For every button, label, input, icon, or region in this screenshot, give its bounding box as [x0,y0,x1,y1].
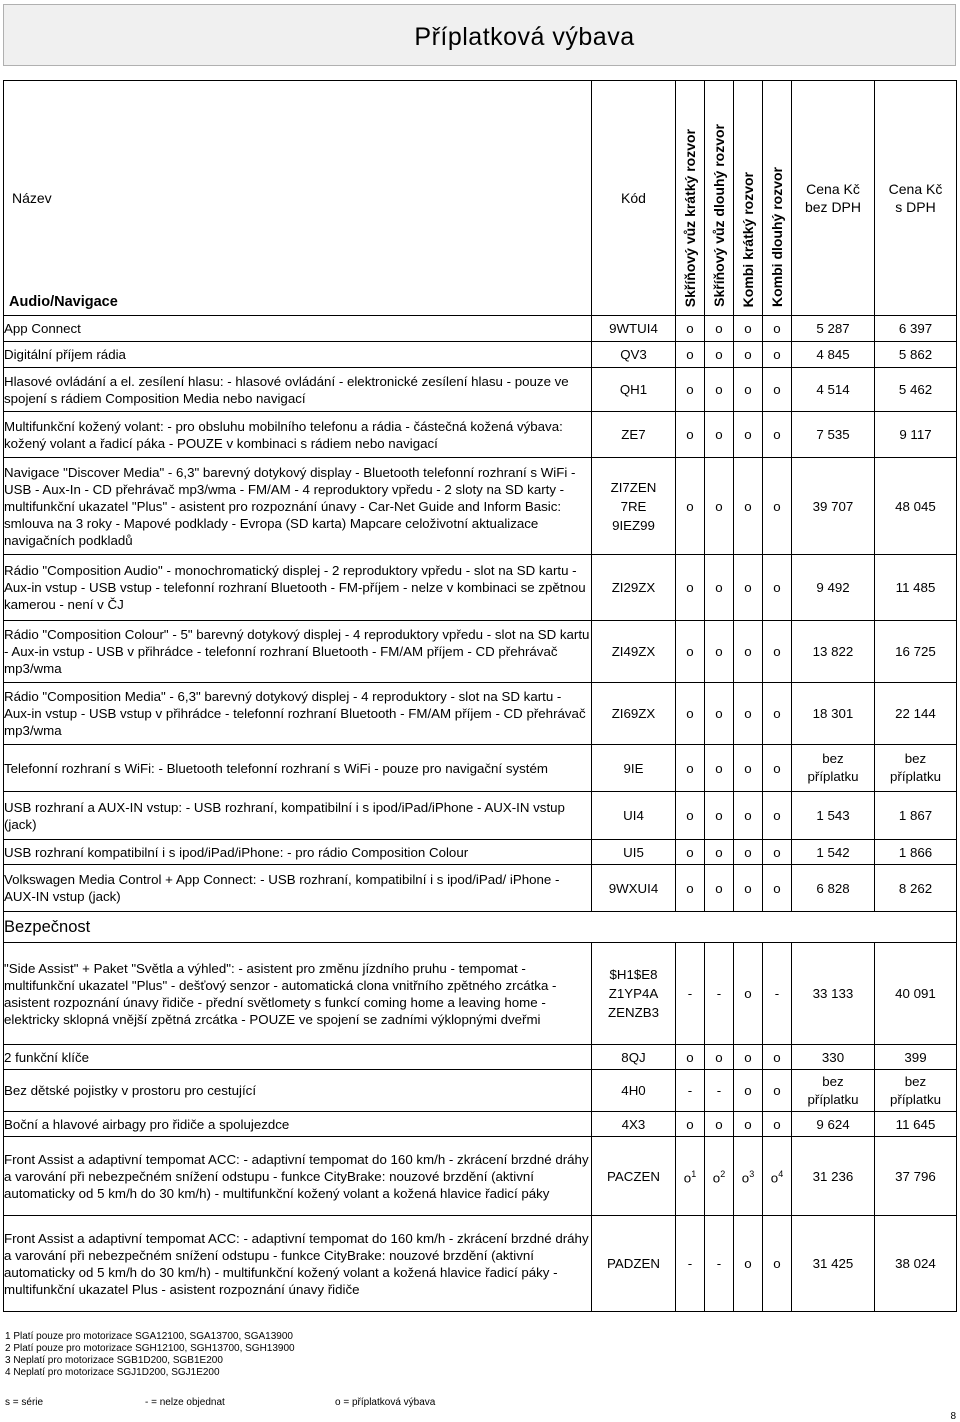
table-row [4,840,957,865]
footnote-line: 2 Platí pouze pro motorizace SGH12100, SGH13700, SGH13900 [5,1343,295,1354]
price-gross: 16 725 [875,621,957,683]
footnote-ref: 2 [720,1168,726,1179]
flag-value: o [744,498,752,514]
flag-value: o [773,427,781,442]
page-number: 8 [950,1411,956,1422]
availability-flag [734,342,763,368]
availability-flag [763,1137,792,1216]
header-variant: Kombi krátký rozvor [734,81,763,316]
item-code [592,1216,676,1312]
item-code [592,745,676,792]
price-net: 18 301 [792,683,875,745]
flag-value: o [683,1170,692,1186]
availability-flag [705,458,734,555]
availability-flag [763,412,792,458]
availability-flag [763,943,792,1045]
availability-flag [763,840,792,865]
item-code [592,1070,676,1112]
item-code-line: $H1$E8 [609,967,658,982]
flag-value: o [686,808,694,823]
flag-value: o [773,1083,781,1098]
availability-flag [734,943,763,1045]
price-net: 7 535 [792,412,875,458]
availability-flag [734,840,763,865]
item-code [592,555,676,621]
item-name: Hlasové ovládání a el. zesílení hlasu: - hlasové ovládání - elektronické zesílení hlasu - pouze ve spojení s rádiem Composition Media nebo navigací [4,368,592,412]
price-net: 33 133 [792,943,875,1045]
table-row [4,1216,957,1312]
availability-flag [676,683,705,745]
flag-value: o [686,880,694,896]
availability-flag [763,683,792,745]
price-gross: 48 045 [875,458,957,555]
header-variant: Kombi dlouhý rozvor [763,81,792,316]
flag-value: o [773,1049,781,1065]
availability-flag [705,683,734,745]
availability-flag [705,792,734,840]
price-gross: 5 862 [875,342,957,368]
item-code-line: PACZEN [607,1168,660,1184]
flag-value: o [686,760,694,776]
flag-value: o [744,880,752,896]
item-code-line: 9IE [623,760,644,776]
group-title: Bezpečnost [4,912,957,943]
flag-value: - [716,1083,722,1098]
price-net: 6 828 [792,865,875,912]
availability-flag [763,792,792,840]
availability-flag [676,1137,705,1216]
price-net: 4 845 [792,342,875,368]
availability-flag [705,1137,734,1216]
availability-flag [676,621,705,683]
availability-flag [676,745,705,792]
footnote-line: 1 Platí pouze pro motorizace SGA12100, SGA13700, SGA13900 [5,1331,293,1342]
flag-value: o [686,580,694,595]
flag-value: o [715,498,723,514]
item-code-line: QH1 [619,382,648,397]
flag-value: o [715,1049,723,1065]
availability-flag [705,745,734,792]
price-net: bez příplatku [792,745,875,792]
item-code-line: Z1YP4A [608,986,659,1001]
item-code-line: UI4 [623,808,644,823]
table-row [4,342,957,368]
legend-priplatek: o = příplatková výbava [335,1397,436,1408]
item-code [592,621,676,683]
item-code-line: 9WTUI4 [609,321,658,336]
price-gross: bez příplatku [875,1070,957,1112]
flag-value: o [686,498,694,514]
header-code: Kód [592,81,676,316]
item-code-line: 4X3 [621,1116,646,1132]
flag-value: o [773,844,781,860]
item-code-line: ZI69ZX [611,706,656,721]
price-gross: 11 645 [875,1112,957,1137]
flag-value: o [715,760,723,776]
flag-value: o [715,1116,723,1132]
footnote-line: 4 Neplatí pro motorizace SGJ1D200, SGJ1E200 [5,1367,220,1378]
footnote-ref: 4 [778,1168,784,1179]
availability-flag [705,840,734,865]
price-table [3,80,957,1312]
availability-flag [676,792,705,840]
availability-flag [734,865,763,912]
flag-value: o [715,382,723,397]
flag-value: - [687,1083,693,1098]
item-name: Rádio "Composition Media" - 6,3" barevný dotykový displej - 4 reproduktory - slot na SD kartu - Aux-in vstup - USB vstup v přihrádce - telefonní rozhraní Bluetooth - FM/AM příjem - CD přehrávač mp3/wma [4,683,592,745]
price-net: 39 707 [792,458,875,555]
availability-flag [734,745,763,792]
flag-value: o [773,347,781,362]
flag-value: o [715,427,723,442]
flag-value: o [715,321,723,336]
item-name: Boční a hlavové airbagy pro řidiče a spolujezdce [4,1112,592,1137]
table-header-row [4,81,957,316]
availability-flag [734,1045,763,1070]
flag-value: o [744,382,752,397]
flag-value: o [773,498,781,514]
flag-value: o [686,706,694,721]
header-variant: Skříňový vůz dlouhý rozvor [705,81,734,316]
flag-value: o [744,808,752,823]
item-name: USB rozhraní a AUX-IN vstup: - USB rozhraní, kompatibilní i s ipod/iPad/iPhone - AUX-IN vstup (jack) [4,792,592,840]
header-price-net: Cena Kč bez DPH [792,81,875,316]
availability-flag [763,745,792,792]
price-gross: 8 262 [875,865,957,912]
availability-flag [763,1112,792,1137]
header-price-gross: Cena Kč s DPH [875,81,957,316]
header-variant: Skříňový vůz krátký rozvor [676,81,705,316]
item-code [592,342,676,368]
flag-value: o [686,1049,694,1065]
item-code-line: QV3 [620,347,647,362]
table-row [4,316,957,342]
table-row [4,943,957,1045]
price-net: 5 287 [792,316,875,342]
table-row [4,555,957,621]
table-row [4,1070,957,1112]
availability-flag [705,1070,734,1112]
price-gross: 399 [875,1045,957,1070]
flag-value: - [716,1256,722,1271]
price-gross: bez příplatku [875,745,957,792]
availability-flag [676,368,705,412]
header-name: Název Audio/Navigace [4,81,592,316]
item-code [592,1112,676,1137]
flag-value: o [744,321,752,336]
item-name: Navigace "Discover Media" - 6,3" barevný dotykový display - Bluetooth telefonní rozhraní s WiFi - USB - Aux-In - CD přehrávač mp3/wma - FM/AM - 4 reproduktory vpředu - 2 sloty na SD karty - multifunkční ukazatel "Plus" - asistent pro rozpoznání únavy - Car-Net Guide and Inform Basic: smlouva na 3 roky - Mapové podklady - Evropa (SD karta) Mapcare celoživotní aktualizace navigačních podkladů [4,458,592,555]
flag-value: o [744,1049,752,1065]
availability-flag [763,458,792,555]
flag-value: o [770,1170,779,1186]
availability-flag [734,1112,763,1137]
group-title-audio: Audio/Navigace [9,294,118,310]
price-net: 9 492 [792,555,875,621]
availability-flag [676,865,705,912]
group-row [4,912,957,943]
flag-value: o [744,760,752,776]
availability-flag [705,943,734,1045]
flag-value: o [744,986,752,1001]
availability-flag [734,1137,763,1216]
availability-flag [676,840,705,865]
item-name: 2 funkční klíče [4,1045,592,1070]
footnote-ref: 1 [691,1168,697,1179]
availability-flag [763,555,792,621]
availability-flag [676,458,705,555]
flag-value: o [773,580,781,595]
item-code-line: UI5 [623,844,644,860]
flag-value: o [686,427,694,442]
item-code [592,1045,676,1070]
page-title: Příplatková výbava [414,23,635,51]
flag-value: o [686,844,694,860]
table-row [4,621,957,683]
availability-flag [676,412,705,458]
availability-flag [763,316,792,342]
availability-flag [734,1070,763,1112]
price-gross: 6 397 [875,316,957,342]
price-net: 31 425 [792,1216,875,1312]
availability-flag [734,368,763,412]
item-code-line: 9IEZ99 [612,517,655,533]
price-gross: 11 485 [875,555,957,621]
price-gross: 40 091 [875,943,957,1045]
availability-flag [734,412,763,458]
availability-flag [676,1070,705,1112]
flag-value: o [773,382,781,397]
availability-flag [705,865,734,912]
legend-serie: s = série [5,1397,44,1408]
table-row [4,745,957,792]
price-gross: 22 144 [875,683,957,745]
flag-value: o [744,1083,752,1098]
item-name: USB rozhraní kompatibilní i s ipod/iPad/iPhone: - pro rádio Composition Colour [4,840,592,865]
availability-flag [676,555,705,621]
item-code [592,943,676,1045]
item-code-line: ZENZB3 [608,1005,659,1020]
flag-value: o [744,644,752,659]
table-row [4,1045,957,1070]
footnote-line: 3 Neplatí pro motorizace SGB1D200, SGB1E200 [5,1355,223,1366]
price-net: 1 543 [792,792,875,840]
item-code [592,368,676,412]
item-code-line: 9WXUI4 [608,880,659,896]
table-row [4,1112,957,1137]
item-code [592,792,676,840]
price-gross: 5 462 [875,368,957,412]
flag-value: o [715,706,723,721]
item-name: "Side Assist" + Paket "Světla a výhled": - asistent pro změnu jízdního pruhu - tempomat - multifunkční ukazatel "Plus" - dešťový senzor - automatická clona vnitřního zpětného zrcátka - asistent rozpoznání únavy řidiče - přední světlomety s funkcí coming home a leaving home - elektricky sklopná vnější zpětná zrcátka - POUZE ve spojení se zadními výklopnými dveřmi [4,943,592,1045]
availability-flag [763,1216,792,1312]
flag-value: o [715,844,723,860]
availability-flag [705,412,734,458]
price-net: 4 514 [792,368,875,412]
item-code [592,865,676,912]
flag-value: o [744,427,752,442]
item-code-line: ZI49ZX [611,644,656,659]
availability-flag [676,316,705,342]
availability-flag [763,621,792,683]
availability-flag [734,555,763,621]
price-net: 13 822 [792,621,875,683]
flag-value: o [773,706,781,721]
flag-value: o [773,321,781,336]
item-name: Multifunkční kožený volant: - pro obsluhu mobilního telefonu a rádia - částečná kožená výbava: kožený volant a řadicí páka - POUZE v kombinaci s rádiem nebo navigací [4,412,592,458]
flag-value: o [712,1170,721,1186]
legend-nelze: - = nelze objednat [145,1397,225,1408]
availability-flag [676,943,705,1045]
table-row [4,683,957,745]
price-net: 31 236 [792,1137,875,1216]
item-code [592,683,676,745]
flag-value: o [744,1116,752,1132]
table-row [4,1137,957,1216]
flag-value: o [686,382,694,397]
flag-value: o [744,844,752,860]
availability-flag [705,1216,734,1312]
item-name: Rádio "Composition Audio" - monochromatický displej - 2 reproduktory vpředu - slot na SD kartu - Aux-in vstup - USB vstup - telefonní rozhraní Bluetooth - FM-příjem - nelze v kombinaci se zpětnou kamerou - není v ČJ [4,555,592,621]
title-bar [3,4,956,66]
availability-flag [705,1045,734,1070]
flag-value: o [715,808,723,823]
flag-value: - [716,986,722,1001]
item-code [592,316,676,342]
availability-flag [705,316,734,342]
item-name: Rádio "Composition Colour" - 5" barevný dotykový displej - 4 reproduktory vpředu - slot na SD kartu - Aux-in vstup - USB v přihrádce - telefonní rozhraní Bluetooth - FM/AM příjem - CD přehrávač mp3/wma [4,621,592,683]
availability-flag [734,792,763,840]
flag-value: o [686,1116,694,1132]
item-code [592,1137,676,1216]
item-name: Front Assist a adaptivní tempomat ACC: - adaptivní tempomat do 160 km/h - zkrácení brzdné dráhy a varování při nebezpečném snížení odstupu - funkce CityBrake: nouzové brzdění (aktivní automaticky od 5 km/h do 30 km/h) - multifunkční kožený volant a kožená hlavice řadicí páky - multifunkční ukazatel Plus - asistent rozpoznání únavy řidiče [4,1216,592,1312]
availability-flag [705,342,734,368]
flag-value: - [774,986,780,1001]
item-code-line: ZI29ZX [611,580,656,595]
availability-flag [676,1045,705,1070]
flag-value: o [686,347,694,362]
item-code [592,840,676,865]
table-row [4,368,957,412]
price-net: bez příplatku [792,1070,875,1112]
availability-flag [734,1216,763,1312]
availability-flag [705,368,734,412]
availability-flag [705,621,734,683]
price-gross: 9 117 [875,412,957,458]
price-gross: 1 866 [875,840,957,865]
flag-value: o [715,580,723,595]
table-row [4,865,957,912]
item-code [592,458,676,555]
availability-flag [676,1112,705,1137]
item-code-line: ZE7 [621,427,646,442]
availability-flag [734,621,763,683]
flag-value: o [715,880,723,896]
flag-value: o [715,347,723,362]
price-gross: 38 024 [875,1216,957,1312]
flag-value: o [773,1116,781,1132]
flag-value: - [687,986,693,1001]
table-row [4,412,957,458]
flag-value: o [744,347,752,362]
flag-value: o [744,1256,752,1271]
flag-value: o [686,321,694,336]
availability-flag [763,342,792,368]
flag-value: o [773,1256,781,1271]
item-name: App Connect [4,316,592,342]
item-name: Front Assist a adaptivní tempomat ACC: - adaptivní tempomat do 160 km/h - zkrácení brzdné dráhy a varování při nebezpečném snížení odstupu - funkce CityBrake: nouzové brzdění (aktivní automaticky od 5 km/h do 30 km/h) - multifunkční kožený volant a kožená hlavice řadicí páky [4,1137,592,1216]
availability-flag [763,865,792,912]
item-code-line: 4H0 [621,1083,646,1098]
item-code-line: 7RE [620,498,647,514]
availability-flag [705,1112,734,1137]
availability-flag [734,683,763,745]
item-name: Volkswagen Media Control + App Connect: - USB rozhraní, kompatibilní i s ipod/iPad/ iPhone - AUX-IN vstup (jack) [4,865,592,912]
flag-value: o [773,880,781,896]
price-net: 9 624 [792,1112,875,1137]
item-code-line: 8QJ [621,1049,646,1065]
flag-value: o [686,644,694,659]
price-gross: 37 796 [875,1137,957,1216]
item-name: Bez dětské pojistky v prostoru pro cestující [4,1070,592,1112]
item-code-line: PADZEN [607,1256,660,1271]
flag-value: o [773,760,781,776]
flag-value: o [741,1170,750,1186]
availability-flag [676,342,705,368]
availability-flag [734,316,763,342]
flag-value: - [687,1256,693,1271]
flag-value: o [773,644,781,659]
item-code-line: ZI7ZEN [610,479,657,495]
availability-flag [763,1070,792,1112]
table-row [4,792,957,840]
flag-value: o [744,580,752,595]
availability-flag [676,1216,705,1312]
price-net: 330 [792,1045,875,1070]
price-net: 1 542 [792,840,875,865]
item-code [592,412,676,458]
flag-value: o [744,706,752,721]
price-gross: 1 867 [875,792,957,840]
footnote-ref: 3 [749,1168,755,1179]
table-row [4,458,957,555]
item-name: Digitální příjem rádia [4,342,592,368]
item-name: Telefonní rozhraní s WiFi: - Bluetooth telefonní rozhraní s WiFi - pouze pro navigační systém [4,745,592,792]
availability-flag [734,458,763,555]
availability-flag [763,368,792,412]
availability-flag [763,1045,792,1070]
availability-flag [705,555,734,621]
flag-value: o [773,808,781,823]
flag-value: o [715,644,723,659]
